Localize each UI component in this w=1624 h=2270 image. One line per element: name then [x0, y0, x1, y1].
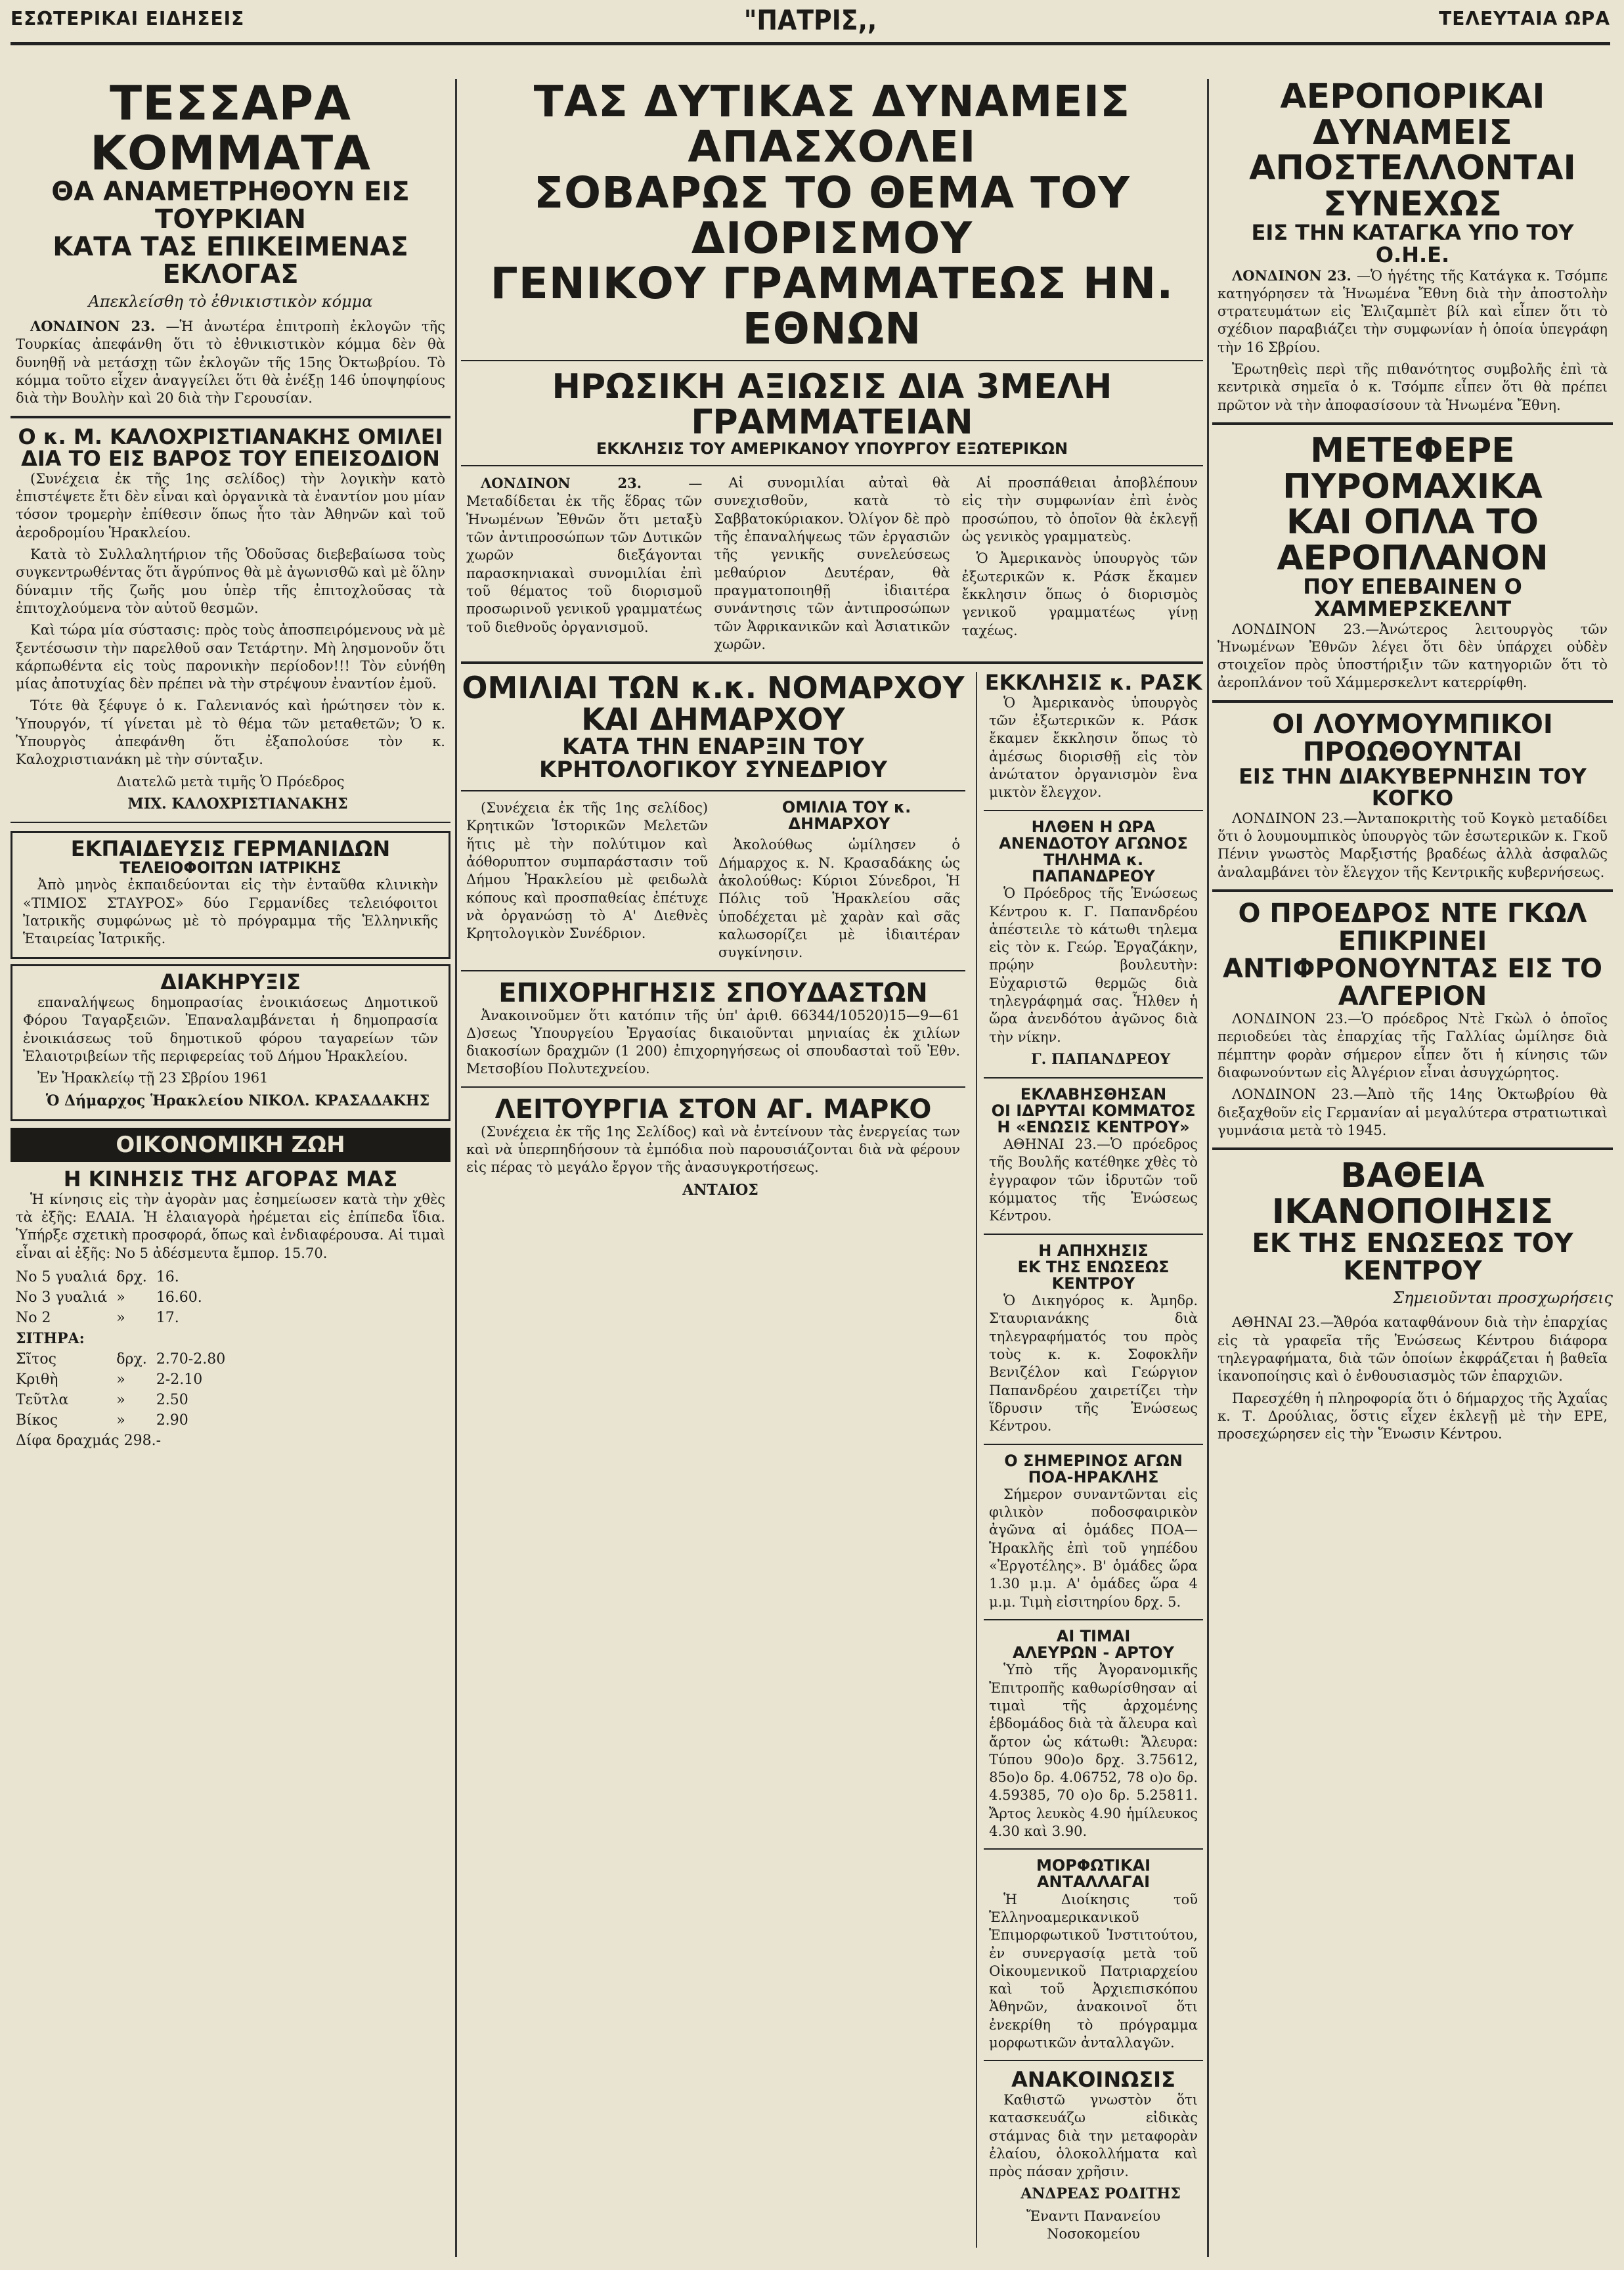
- paragraph: Σήμερον συναντῶνται εἰς φιλικὸν ποδοσφαιρικὸν ἀγῶνα αἱ ὁμάδες ΠΟΑ—Ἡρακλῆς ἐπὶ τοῦ γηπέδου «Ἐργοτέλης». Β' ὁμάδες ὥρα 1.30 μ.μ. Α' ὁμάδες ὥρα 4 μ.μ. Τιμὴ εἰσιτηρίου δρχ. 5.: [989, 1486, 1198, 1610]
- section-banner-economy: ΟΙΚΟΝΟΜΙΚΗ ΖΩΗ: [11, 1128, 450, 1162]
- dateline: ΛΟΝΔΙΝΟΝ 23.: [30, 318, 156, 335]
- headline-kalochristianakis: Ο κ. Μ. ΚΑΛΟΧΡΙΣΤΙΑΝΑΚΗΣ ΟΜΙΛΕΙ: [18, 424, 443, 449]
- paragraph: ΑΘΗΝΑΙ 23.—Ὁ πρόεδρος τῆς Βουλῆς κατέθηκε χθὲς τὸ ἐγγραφον τῶν ἱδρυτῶν τοῦ κόμματος τῆς Ἑνώσεως Κέντρου.: [989, 1136, 1198, 1224]
- divider: [1212, 700, 1613, 703]
- signoff: Διατελῶ μετὰ τιμῆς Ὁ Πρόεδρος: [116, 773, 345, 790]
- paragraph: (Συνέχεια ἐκ τῆς 1ης σελίδος) τὴν λογικὴν κατὸ ἐπιστέψετε ἔτι δὲν εἶναι καὶ ὀργανικὰ τὰ ἐναντίον μου μίαν τόσον τρομερὴν ἐπίθεσιν ὅπως ἦτο τὰν Ἀθηνῶν καὶ τοῦ ἀεροδρομίου Ἡρακλείου.: [16, 470, 445, 541]
- paragraph: Ἀκολούθως ὡμίλησεν ὁ Δήμαρχος κ. Ν. Κρασαδάκης ὡς ἀκολούθως: Κύριοι Σύνεδροι, Ἡ Πόλις τοῦ Ἡρακλείου σᾶς ὑποδέχεται μὲ χαρὰν καὶ σᾶς καλωσορίζει μὲ ἰδιαιτέραν συγκίνησιν.: [718, 837, 961, 961]
- center-lower: [461, 672, 1203, 2247]
- divider: [461, 1086, 965, 1088]
- headline-agon-sub: ΠΟΑ-ΗΡΑΚΛΗΣ: [1028, 1467, 1159, 1486]
- paragraph: Ὁ Δικηγόρος κ. Ἀμηδρ. Σταυριανάκης διὰ τηλεγραφήματός του πρὸς τοὺς κ. κ. Σοφοκλῆν Βενιζέλον καὶ Γεώργιον Παπανδρέου χαιρετίζει τὴν ἵδρυσιν τῆς Ἑνώσεως Κέντρου.: [989, 1293, 1198, 1435]
- table-row: Δίφα δραχμάς 298.-: [16, 1432, 162, 1449]
- section-label-right: ΤΕΛΕΥΤΑΙΑ ΩΡΑ: [1439, 8, 1610, 30]
- column-rule: [1207, 79, 1209, 2257]
- newspaper-title: "ΠΑΤΡΙΣ,,: [743, 4, 877, 36]
- paragraph: Καθιστῶ γνωστὸν ὅτι κατασκευάζω εἰδικὰς στάμνας διὰ την μεταφορὰν ἐλαίου, ὁλοκολλήματα καὶ πρὸς πάσαν χρῆσιν.: [989, 2091, 1198, 2180]
- advertiser-address: Ἔναντι Πανανείου Νοσοκομείου: [1026, 2208, 1161, 2242]
- headline-omiliai-sub: ΚΑΤΑ ΤΗΝ ΕΝΑΡΞΙΝ ΤΟΥ ΚΡΗΤΟΛΟΓΙΚΟΥ ΣΥΝΕΔΡΙΟΥ: [539, 733, 888, 784]
- divider: [461, 970, 965, 971]
- paragraph: —Ὁ ἡγέτης τῆς Κατάγκα κ. Τσόμπε κατηγόρησεν τὰ Ἡνωμένα Ἔθνη διὰ τὴν ἀποστολὴν στρατευμάτων εἰς Ἐλιζαμπὲτ βίλ καὶ εἶπεν ὅτι τὸ σχέδιον παραβιάζει τὴν συμφωνίαν ἡ ὁποία ὑπεγράφη τὴν 16 Σβρίου.: [1218, 267, 1608, 355]
- headline-main-3: ΓΕΝΙΚΟΥ ΓΡΑΜΜΑΤΕΩΣ ΗΝ. ΕΘΝΩΝ: [490, 258, 1174, 355]
- headline-timai: ΑΙ ΤΙΜΑΙ: [1056, 1626, 1131, 1645]
- headline-hora: ΗΛΘΕΝ Η ΩΡΑ: [1031, 817, 1156, 836]
- divider: [1212, 889, 1613, 892]
- paragraph: ΛΟΝΔΙΝΟΝ 23.—Ἀνταποκριτὴς τοῦ Κογκὸ μεταδίδει ὅτι ὁ λουμουμπικὸς ὑπουργὸς τῶν ἐσωτερικῶν κ. Γκοῦ Πένιν γνωστὸς Μαρξιστής βραδέως ἀλλὰ ἀσφαλῶς ἀναλαμβάνει τὸν ἔλεγχον τῆς Κεντρικῆς κυβερνήσεως.: [1218, 810, 1608, 880]
- signature: Γ. ΠΑΠΑΝΔΡΕΟΥ: [1031, 1050, 1171, 1068]
- article-subtitle: Απεκλείσθη τὸ ἐθνικιστικὸν κόμμα: [88, 292, 373, 311]
- headline-ikanopoiisis: ΒΑΘΕΙΑ ΙΚΑΝΟΠΟΙΗΣΙΣ: [1271, 1156, 1554, 1232]
- headline-germanides-sub: ΤΕΛΕΙΟΦΟΙΤΩΝ ΙΑΤΡΙΚΗΣ: [120, 858, 341, 878]
- headline-aeroporikai: ΑΕΡΟΠΟΡΙΚΑΙ ΔΥΝΑΜΕΙΣ: [1280, 79, 1545, 152]
- table-row: Νο 5 γυαλιά δρχ. 16.: [16, 1268, 179, 1285]
- divider: [461, 465, 1203, 466]
- paragraph: ΛΟΝΔΙΝΟΝ 23.—Ὁ πρόεδρος Ντὲ Γκὼλ ὁ ὁποῖος περιοδεύει τὰς ἐπαρχίας τῆς Γαλλίας ὡμίλησε διὰ πέμπτην φορὰν σήμερον εἶπεν ὅτι ἡ κίνησις τῶν διαφωνούντων εἰς Ἀλγέριον εἶναι ἀσυγχώρητος.: [1218, 1011, 1608, 1080]
- paragraph: ΛΟΝΔΙΝΟΝ 23.—Ἀνώτερος λειτουργὸς τῶν Ἡνωμένων Ἐθνῶν λέγει ὅτι δὲν ὑπάρχει οὐδὲν στοιχεῖον πρὸς ὑποστήριξιν τῶν κατηγοριῶν ὅτι τὸ ἀεροπλάνον τοῦ Χάμμερσκελντ κατερρίφθη.: [1218, 621, 1608, 691]
- dateline: ΛΟΝΔΙΝΟΝ 23.: [1232, 267, 1351, 284]
- headline-agora: Η ΚΙΝΗΣΙΣ ΤΗΣ ΑΓΟΡΑΣ ΜΑΣ: [63, 1167, 398, 1192]
- byline: ΑΝΤΑΙΟΣ: [682, 1181, 758, 1199]
- paragraph: ΑΘΗΝΑΙ 23.—Ἄθρόα καταφθάνουν διὰ τὴν ἐπαρχίας εἰς τὰ γραφεῖα τῆς Ἑνώσεως Κέντρου διάφορα τηλεγραφήματα, διὰ τῶν ὁποίων ἐκφράζεται ἡ βαθεῖα ἱκανοποίησις καὶ ὁ ἐνθουσιασμὸς τῶν ἐπαρχιῶν.: [1218, 1314, 1608, 1385]
- headline-ekl: ΕΚΛΑΒΗΣΘΗΣΑΝ: [1020, 1084, 1167, 1103]
- paragraph: Ὁ Ἀμερικανὸς ὑπουργὸς τῶν ἐξωτερικῶν κ. Ράσκ ἔκαμεν ἔκκλησιν ὅπως τὸ ἀμέσως διορισθῇ εἰς τὸν ἀνώτατον ὀργανισμὸν ἓνα μικτὸν ἔλεγχον.: [989, 694, 1198, 801]
- headline-main: ΤΑΣ ΔΥΤΙΚΑΣ ΔΥΝΑΜΕΙΣ ΑΠΑΣΧΟΛΕΙ: [533, 79, 1131, 173]
- paragraph: Κατὰ τὸ Συλλαλητήριον τῆς Ὁδοῦσας διεβεβαίωσα τοὺς συγκεντρωθέντας ὅτι ἄγρύπνος θὰ μὲ ἀγωνισθῶ καὶ μὲ ὅλην δύναμιν τῆς ζωῆς μου ὑπὲρ τῆς ἐπιτοχλοῦσας τὰ ἐπιτοχλούμενα τὸν αὐτοῦ θεσμῶν.: [16, 546, 445, 616]
- headline-main-2: ΣΟΒΑΡΩΣ ΤΟ ΘΕΜΑ ΤΟΥ ΔΙΟΡΙΣΜΟΥ: [533, 167, 1131, 263]
- divider: [984, 1619, 1203, 1620]
- divider: [984, 1077, 1203, 1079]
- article-subtitle: Σημειοῦνται προσχωρήσεις: [1393, 1289, 1613, 1308]
- headline-dimarxos: ΟΜΙΛΙΑ ΤΟΥ κ. ΔΗΜΑΡΧΟΥ: [781, 798, 911, 834]
- headline-apichisis-sub: ΕΚ ΤΗΣ ΕΝΩΣΕΩΣ ΚΕΝΤΡΟΥ: [1017, 1257, 1170, 1293]
- paragraph: Ἡ κίνησις εἰς τὴν ἀγορὰν μας ἐσημείωσεν κατὰ τὴν χθὲς τὰ ἐξῆς: ΕΛΑΙΑ. Ἡ ἐλαιαγορὰ ἠρέμεται εἰς ἐπίπεδα ἴδια. Ὑπήρξε σχετικὴ προσφορά, ὅπως καὶ ἐνδιαφέρουσα. Αἱ τιμαὶ εἶναι αἱ ἐξῆς: Νο 5 ἀδέσμευτα ἔμπορ. 15.70.: [16, 1191, 445, 1261]
- headline-apichisis: Η ΑΠΗΧΗΣΙΣ: [1038, 1241, 1149, 1260]
- headline-degaulle: Ο ΠΡΟΕΔΡΟΣ ΝΤΕ ΓΚΩΛ ΕΠΙΚΡΙΝΕΙ: [1238, 899, 1587, 957]
- paragraph: Αἱ συνομιλίαι αὐταὶ θὰ συνεχισθοῦν, κατὰ τὸ Σαββατοκύριακον. Ὀλίγον δὲ πρὸ τῆς ἐπαναλήψεως τῶν ἐργασιῶν τῆς γενικῆς συνελεύσεως μεθαύριον Δευτέραν, θὰ πραγματοποιηθῇ ἰδιαιτέρα συνάντησις τῶν ἀντιπροσώπων τῶν Ἀφρικανικῶν καὶ Ἀσιατικῶν χωρῶν.: [714, 475, 950, 652]
- headline-tessera-sub1: ΘΑ ΑΝΑΜΕΤΡΗΘΟΥΝ ΕΙΣ ΤΟΥΡΚΙΑΝ: [51, 177, 410, 235]
- headline-anakoinosis: ΑΝΑΚΟΙΝΩΣΙΣ: [1011, 2067, 1175, 2093]
- article-body: [466, 1123, 960, 1199]
- paragraph: Ὑπὸ τῆς Ἀγορανομικῆς Ἐπιτροπῆς καθωρίσθησαν αἱ τιμαὶ τῆς ἀρχομένης ἑβδομάδος διὰ τὰ ἄλευρα καὶ ἄρτον ὡς κάτωθι: Ἄλευρα: Τύπου 90ο)ο δρχ. 3.75612, 85ο)ο δρ. 4.06752, 78 ο)ο δρ. 4.59385, 70 ο)ο δρ. 5.25811. Ἄρτος λευκὸς 4.90 ἡμίλευκος 4.30 καὶ 3.90.: [989, 1662, 1198, 1839]
- notice-diakyrixis: [11, 964, 450, 1121]
- headline-hora-sub: ΑΝΕΝΔΟΤΟΥ ΑΓΩΝΟΣ: [999, 834, 1188, 853]
- headline-tessera: ΤΕΣΣΑΡΑ ΚΟΜΜΑΤΑ: [90, 79, 371, 181]
- headline-hora-sub2: ΤΗΛΗΜΑ κ. ΠΑΠΑΝΔΡΕΟΥ: [1032, 850, 1155, 886]
- center-lower-left: [461, 672, 965, 2247]
- article-body: [16, 470, 445, 814]
- paragraph: επαναλήψεως δημοπρασίας ἐνοικιάσεως Δημοτικοῦ Φόρου Ταγαρξειῶν. Ἐπαναλαμβάνεται ἡ δημοπρασία ἐνοικιάσεως τοῦ δημοτικοῦ φόρου ταγαρείων τῶν Ἐλαιοτριβείων τῆς περιφερείας τοῦ Δήμου Ἡρακλείου.: [23, 994, 438, 1064]
- column-right: [1212, 79, 1613, 2257]
- table-row: Νο 2 » 17.: [16, 1309, 179, 1326]
- headline-ekl-sub2: Η «ΕΝΩΣΙΣ ΚΕΝΤΡΟΥ»: [997, 1117, 1190, 1136]
- paragraph: Τότε θὰ ξέφυγε ὁ κ. Γαλενιανός καὶ ἡρώτησεν τὸν κ. Ὑπουργόν, τί γίνεται μὲ τὸ θέμα τῶν μεταθετῶν; Ὁ κ. Ὑπουργὸς ἀπεφάνθη ὅτι ἐξαπολούσε τὸν κ. Καλοχριστιανάκη μὲ τὴν σύνταξιν.: [16, 698, 445, 768]
- advertiser-name: ΑΝΔΡΕΑΣ ΡΟΔΙΤΗΣ: [1020, 2185, 1181, 2203]
- paragraph: Καὶ τώρα μία σύστασις: πρὸς τοὺς ἀποσπειρόμενους νὰ μὲ ξεντέσωσιν τὴν παρελθοῦ σαν Τετάρτην. Μὴ λησμονοῦν ὅτι κάρπωθέντα εἰς τοὺς παρονικὴν περίοδον!!! Τὸν εὐνήθη μίας ἀποτυχίας δὲν πρέπει νὰ τὴν στρέψουν ἐναντίον ἐμοῦ.: [16, 622, 445, 692]
- headline-trimeli: ΗΡΩΣΙΚΗ ΑΞΙΩΣΙΣ ΔΙΑ 3ΜΕΛΗ ΓΡΑΜΜΑΤΕΙΑΝ: [552, 367, 1112, 443]
- divider: [461, 661, 1203, 664]
- headline-ekklisis-rask: ΕΚΚΛΗΣΙΣ κ. ΡΑΣΚ: [984, 670, 1202, 696]
- paragraph: (Συνέχεια ἐκ τῆς 1ης Σελίδος) καὶ νὰ ἐντείνουν τὰς ἐνεργείας των καὶ νὰ ὑπερπηδήσουν τὰ ἐμπόδια ποὺ παρουσιάζονται διὰ νὰ φέρουν εἰς πέρας τὸ μεγάλο ἔργον τῆς ἀνασυγκροτήσεως.: [466, 1123, 961, 1176]
- headline-pyromaxika: ΜΕΤΕΦΕΡΕ ΠΥΡΟΜΑΧΙΚΑ: [1283, 430, 1543, 506]
- divider: [461, 360, 1203, 361]
- center-lower-right: [976, 672, 1203, 2247]
- headline-kalochristianakis-sub: ΔΙΑ ΤΟ ΕΙΣ ΒΑΡΟΣ ΤΟΥ ΕΠΕΙΣΟΔΙΟΝ: [21, 446, 440, 472]
- divider: [1212, 1147, 1613, 1150]
- headline-degaulle-2: ΑΝΤΙΦΡΟΝΟΥΝΤΑΣ ΕΙΣ ΤΟ ΑΛΓΕΡΙΟΝ: [1222, 954, 1603, 1012]
- headline-omiliai: ΟΜΙΛΙΑΙ ΤΩΝ κ.κ. ΝΟΜΑΡΧΟΥ ΚΑΙ ΔΗΜΑΡΧΟΥ: [462, 670, 965, 738]
- paragraph: Ὁ Πρόεδρος τῆς Ἑνώσεως Κέντρου κ. Γ. Παπανδρέου ἀπέστειλε τὸ κάτωθι τηλεμα εἰς τὸν κ. Γεώρ. Ἐργαζάκην, πρῴην βουλευτὴν: Εὐχαριστῶ θερμῶς διὰ τηλεγράφημά σας. Ἦλθεν ἡ ὥρα ἀνενδότου ἀγῶνος διὰ τὴν νίκην.: [989, 885, 1198, 1045]
- headline-agon: Ο ΣΗΜΕΡΙΝΟΣ ΑΓΩΝ: [1004, 1451, 1183, 1470]
- divider: [461, 790, 965, 791]
- divider: [984, 1444, 1203, 1445]
- paragraph: Ἐρωτηθεὶς περὶ τῆς πιθανότητος συμβολῆς ἐπὶ τὰ κεντρικὰ σημεῖα ὁ κ. Τσόμπε εἶπεν ὅτι θὰ πρέπει πρῶτον νὰ τὴν ἀποφασίσουν τὰ Ἡνωμένα Ἔθνη.: [1218, 361, 1608, 413]
- table-row: Βίκος » 2.90: [16, 1412, 188, 1429]
- paragraph: (Συνέχεια ἐκ τῆς 1ης σελίδος) Κρητικῶν Ἱστορικῶν Μελετῶν ἥτις μὲ τὴν πολύτιμον καὶ ἀόθορυπτον συμπαράστασιν τοῦ Δήμου Ἡρακλείου μὲ φειδωλὰ κόπους καὶ προσπαθείας ἐπέτυχε νὰ ὀργανώσῃ τὸ Α' Διεθνὲς Κρητολογικὸν Συνέδριον.: [466, 800, 709, 942]
- article-body: [466, 1007, 960, 1079]
- table-row: Κριθὴ » 2-2.10: [16, 1371, 203, 1388]
- headline-diakyrixis: ΔΙΑΚΗΡΥΞΙΣ: [160, 969, 301, 995]
- table-row: Τεῦτλα » 2.50: [16, 1391, 188, 1408]
- paragraph: Ἀνακοινοῦμεν ὅτι κατόπιν τῆς ὑπ' ἀριθ. 66344/10520)15—9—61 Δ)σεως Ὑπουργείου Ἐργασίας δικαιοῦνται μηνιαίας ἐκ χιλίων διακοσίων δραχμῶν (1 200) ἐπιχορηγήσεως οἱ σπουδασταὶ τοῦ Ἐθν. Μετσοβίου Πολυτεχνείου.: [466, 1007, 961, 1077]
- article-body: [1218, 267, 1608, 414]
- headline-tessera-sub2: ΚΑΤΑ ΤΑΣ ΕΠΙΚΕΙΜΕΝΑΣ ΕΚΛΟΓΑΣ: [53, 232, 408, 290]
- divider: [984, 1848, 1203, 1850]
- paragraph: —Ἡ ἀνωτέρα ἐπιτροπὴ ἐκλογῶν τῆς Τουρκίας ἀπεφάνθη ὅτι τὸ ἐθνικιστικὸν κόμμα δὲν θὰ δυνηθῇ νὰ μετάσχῃ τῶν ἐκλογῶν τῆς 15ης Ὀκτωβρίου. Τὸ κόμμα τοῦτο εἶχεν ἀναγγείλει ὅτι θὰ ἐνέξῃ 146 ὑποψηφίους διὰ τὴν Βουλὴν καὶ 20 διὰ τὴν Γερουσίαν.: [16, 319, 445, 407]
- table-row: Σῖτος δρχ. 2.70-2.80: [16, 1350, 226, 1368]
- article-body: [466, 799, 960, 962]
- headline-pyromaxika-3: ΠΟΥ ΕΠΕΒΑΙΝΕΝ Ο ΧΑΜΜΕΡΣΚΕΛΝΤ: [1303, 574, 1522, 621]
- market-table-olives: [11, 1266, 230, 1452]
- divider: [1212, 422, 1613, 425]
- masthead: [11, 4, 1610, 45]
- divider: [984, 810, 1203, 811]
- paragraph: Ὁ Ἀμερικανὸς ὑπουργὸς τῶν ἐξωτερικῶν κ. Ράσκ ἔκαμεν ἔκκλησιν ὅπως ὁ διορισμὸς γενικοῦ γραμματέως γίνῃ ταχέως.: [961, 550, 1198, 638]
- notice-date: Ἐν Ἡρακλείῳ τῇ 23 Σβρίου 1961: [37, 1070, 269, 1086]
- signature: ΜΙΧ. ΚΑΛΟΧΡΙΣΤΙΑΝΑΚΗΣ: [127, 795, 348, 812]
- headline-aeroporikai-2: ΑΠΟΣΤΕΛΛΟΝΤΑΙ ΣΥΝΕΧΩΣ: [1249, 148, 1576, 224]
- paragraph: —Μεταδίδεται ἐκ τῆς ἕδρας τῶν Ἡνωμένων Ἐθνῶν ὅτι μεταξὺ τῶν ἀντιπροσώπων τῶν Δυτικῶν χωρῶν διεξάγονται παρασκηνιακαὶ συνομιλίαι ἐπὶ τοῦ θέματος τοῦ διορισμοῦ προσωρινοῦ γενικοῦ γραμματέως τοῦ διεθνοῦς ὀργανισμοῦ.: [466, 476, 703, 635]
- headline-timai-sub: ΑΛΕΥΡΩΝ - ΑΡΤΟΥ: [1013, 1643, 1175, 1662]
- paragraph: Ἀπὸ μηνὸς ἐκπαιδεύονται εἰς τὴν ἐνταῦθα κλινικὴν «ΤΙΜΙΟΣ ΣΤΑΥΡΟΣ» δύο Γερμανίδες τελειόφοιτοι Ἰατρικῆς συμφώνως μὲ τὸ πρόγραμμα τῆς Ἑλληνικῆς Ἑταιρείας Ἰατρικῆς.: [23, 877, 438, 947]
- table-row: Νο 3 γυαλιά » 16.60.: [16, 1289, 202, 1306]
- divider: [11, 416, 450, 418]
- headline-aeroporikai-3: ΕΙΣ ΤΗΝ ΚΑΤΑΓΚΑ ΥΠΟ ΤΟΥ Ο.Η.Ε.: [1251, 220, 1574, 267]
- divider: [984, 2060, 1203, 2061]
- headline-ekl-sub: ΟΙ ΙΔΡΥΤΑΙ ΚΟΜΜΑΤΟΣ: [991, 1101, 1196, 1120]
- headline-morfotikai: ΜΟΡΦΩΤΙΚΑΙ ΑΝΤΑΛΛΑΓΑΙ: [1036, 1856, 1151, 1892]
- column-rule: [455, 79, 457, 2257]
- divider: [984, 1234, 1203, 1235]
- paragraph: Αἱ προσπάθειαι ἀποβλέπουν εἰς τὴν συμφωνίαν ἐπὶ ἑνὸς προσώπου, τὸ ὁποῖον θὰ ἐκλεγῇ ὡς γενικὸς γραμματεὺς.: [961, 475, 1198, 545]
- notice-signature: Ὁ Δήμαρχος Ἡρακλείου ΝΙΚΟΛ. ΚΡΑΣΑΔΑΚΗΣ: [45, 1092, 430, 1109]
- divider: [11, 822, 450, 823]
- headline-leitourgia: ΛΕΙΤΟΥΡΓΙΑ ΣΤΟΝ ΑΓ. ΜΑΡΚΟ: [494, 1094, 932, 1124]
- headline-loumoumpikoi-2: ΕΙΣ ΤΗΝ ΔΙΑΚΥΒΕΡΝΗΣΙΝ ΤΟΥ ΚΟΓΚΟ: [1239, 763, 1587, 811]
- notice-germanides: [11, 831, 450, 960]
- dateline: ΛΟΝΔΙΝΟΝ 23.: [481, 475, 642, 492]
- section-label-left: ΕΣΩΤΕΡΙΚΑΙ ΕΙΔΗΣΕΙΣ: [11, 8, 245, 30]
- headline-pyromaxika-2: ΚΑΙ ΟΠΛΑ ΤΟ ΑΕΡΟΠΛΑΝΟΝ: [1277, 502, 1548, 578]
- paragraph: Παρεσχέθη ἡ πληροφορία ὅτι ὁ δήμαρχος τῆς Ἀχαΐας κ. Τ. Δρούλιας, ὅστις εἶχεν ἐκλεγῇ μὲ τὴν ΕΡΕ, προσεχώρησεν εἰς τὴν Ἕνωσιν Κέντρου.: [1218, 1390, 1608, 1442]
- table-row: ΣΙΤΗΡΑ:: [16, 1329, 85, 1347]
- headline-germanides: ΕΚΠΑΙΔΕΥΣΙΣ ΓΕΡΜΑΝΙΔΩΝ: [70, 835, 391, 861]
- paragraph: ΛΟΝΔΙΝΟΝ 23.—Ἀπὸ τῆς 14ης Ὀκτωβρίου θὰ διεξαχθοῦν εἰς Γερμανίαν αἱ μεγαλύτερα στρατιωτικαὶ γυμνάσια μετὰ τὸ 1945.: [1218, 1086, 1608, 1138]
- article-body: [16, 317, 445, 407]
- article-body: [466, 474, 1198, 654]
- headline-ikanopoiisis-2: ΕΚ ΤΗΣ ΕΝΩΣΕΩΣ ΤΟΥ ΚΕΝΤΡΟΥ: [1252, 1228, 1573, 1287]
- article-body: [16, 1191, 445, 1262]
- column-left: [11, 79, 450, 2257]
- headline-ekklisis: ΕΚΚΛΗΣΙΣ ΤΟΥ ΑΜΕΡΙΚΑΝΟΥ ΥΠΟΥΡΓΟΥ ΕΞΩΤΕΡΙΚΩΝ: [596, 439, 1068, 458]
- column-center: [461, 79, 1203, 2257]
- paragraph: Ἡ Διοίκησις τοῦ Ἑλληνοαμερικανικοῦ Ἑπιμορφωτικοῦ Ἰνστιτούτου, ἐν συνεργασίᾳ μετὰ τοῦ Οἰκουμενικοῦ Πατριαρχείου καὶ τοῦ Ἀρχιεπισκόπου Ἀθηνῶν, ἀνακοινοῖ ὅτι ἐνεκρίθη τὸ πρόγραμμα μορφωτικῶν ἀνταλλαγῶν.: [989, 1891, 1198, 2051]
- headline-loumoumpikoi: ΟΙ ΛΟΥΜΟΥΜΠΙΚΟΙ ΠΡΟΩΘΟΥΝΤΑΙ: [1272, 709, 1553, 767]
- headline-epixorigisis: ΕΠΙΧΟΡΗΓΗΣΙΣ ΣΠΟΥΔΑΣΤΩΝ: [498, 977, 928, 1008]
